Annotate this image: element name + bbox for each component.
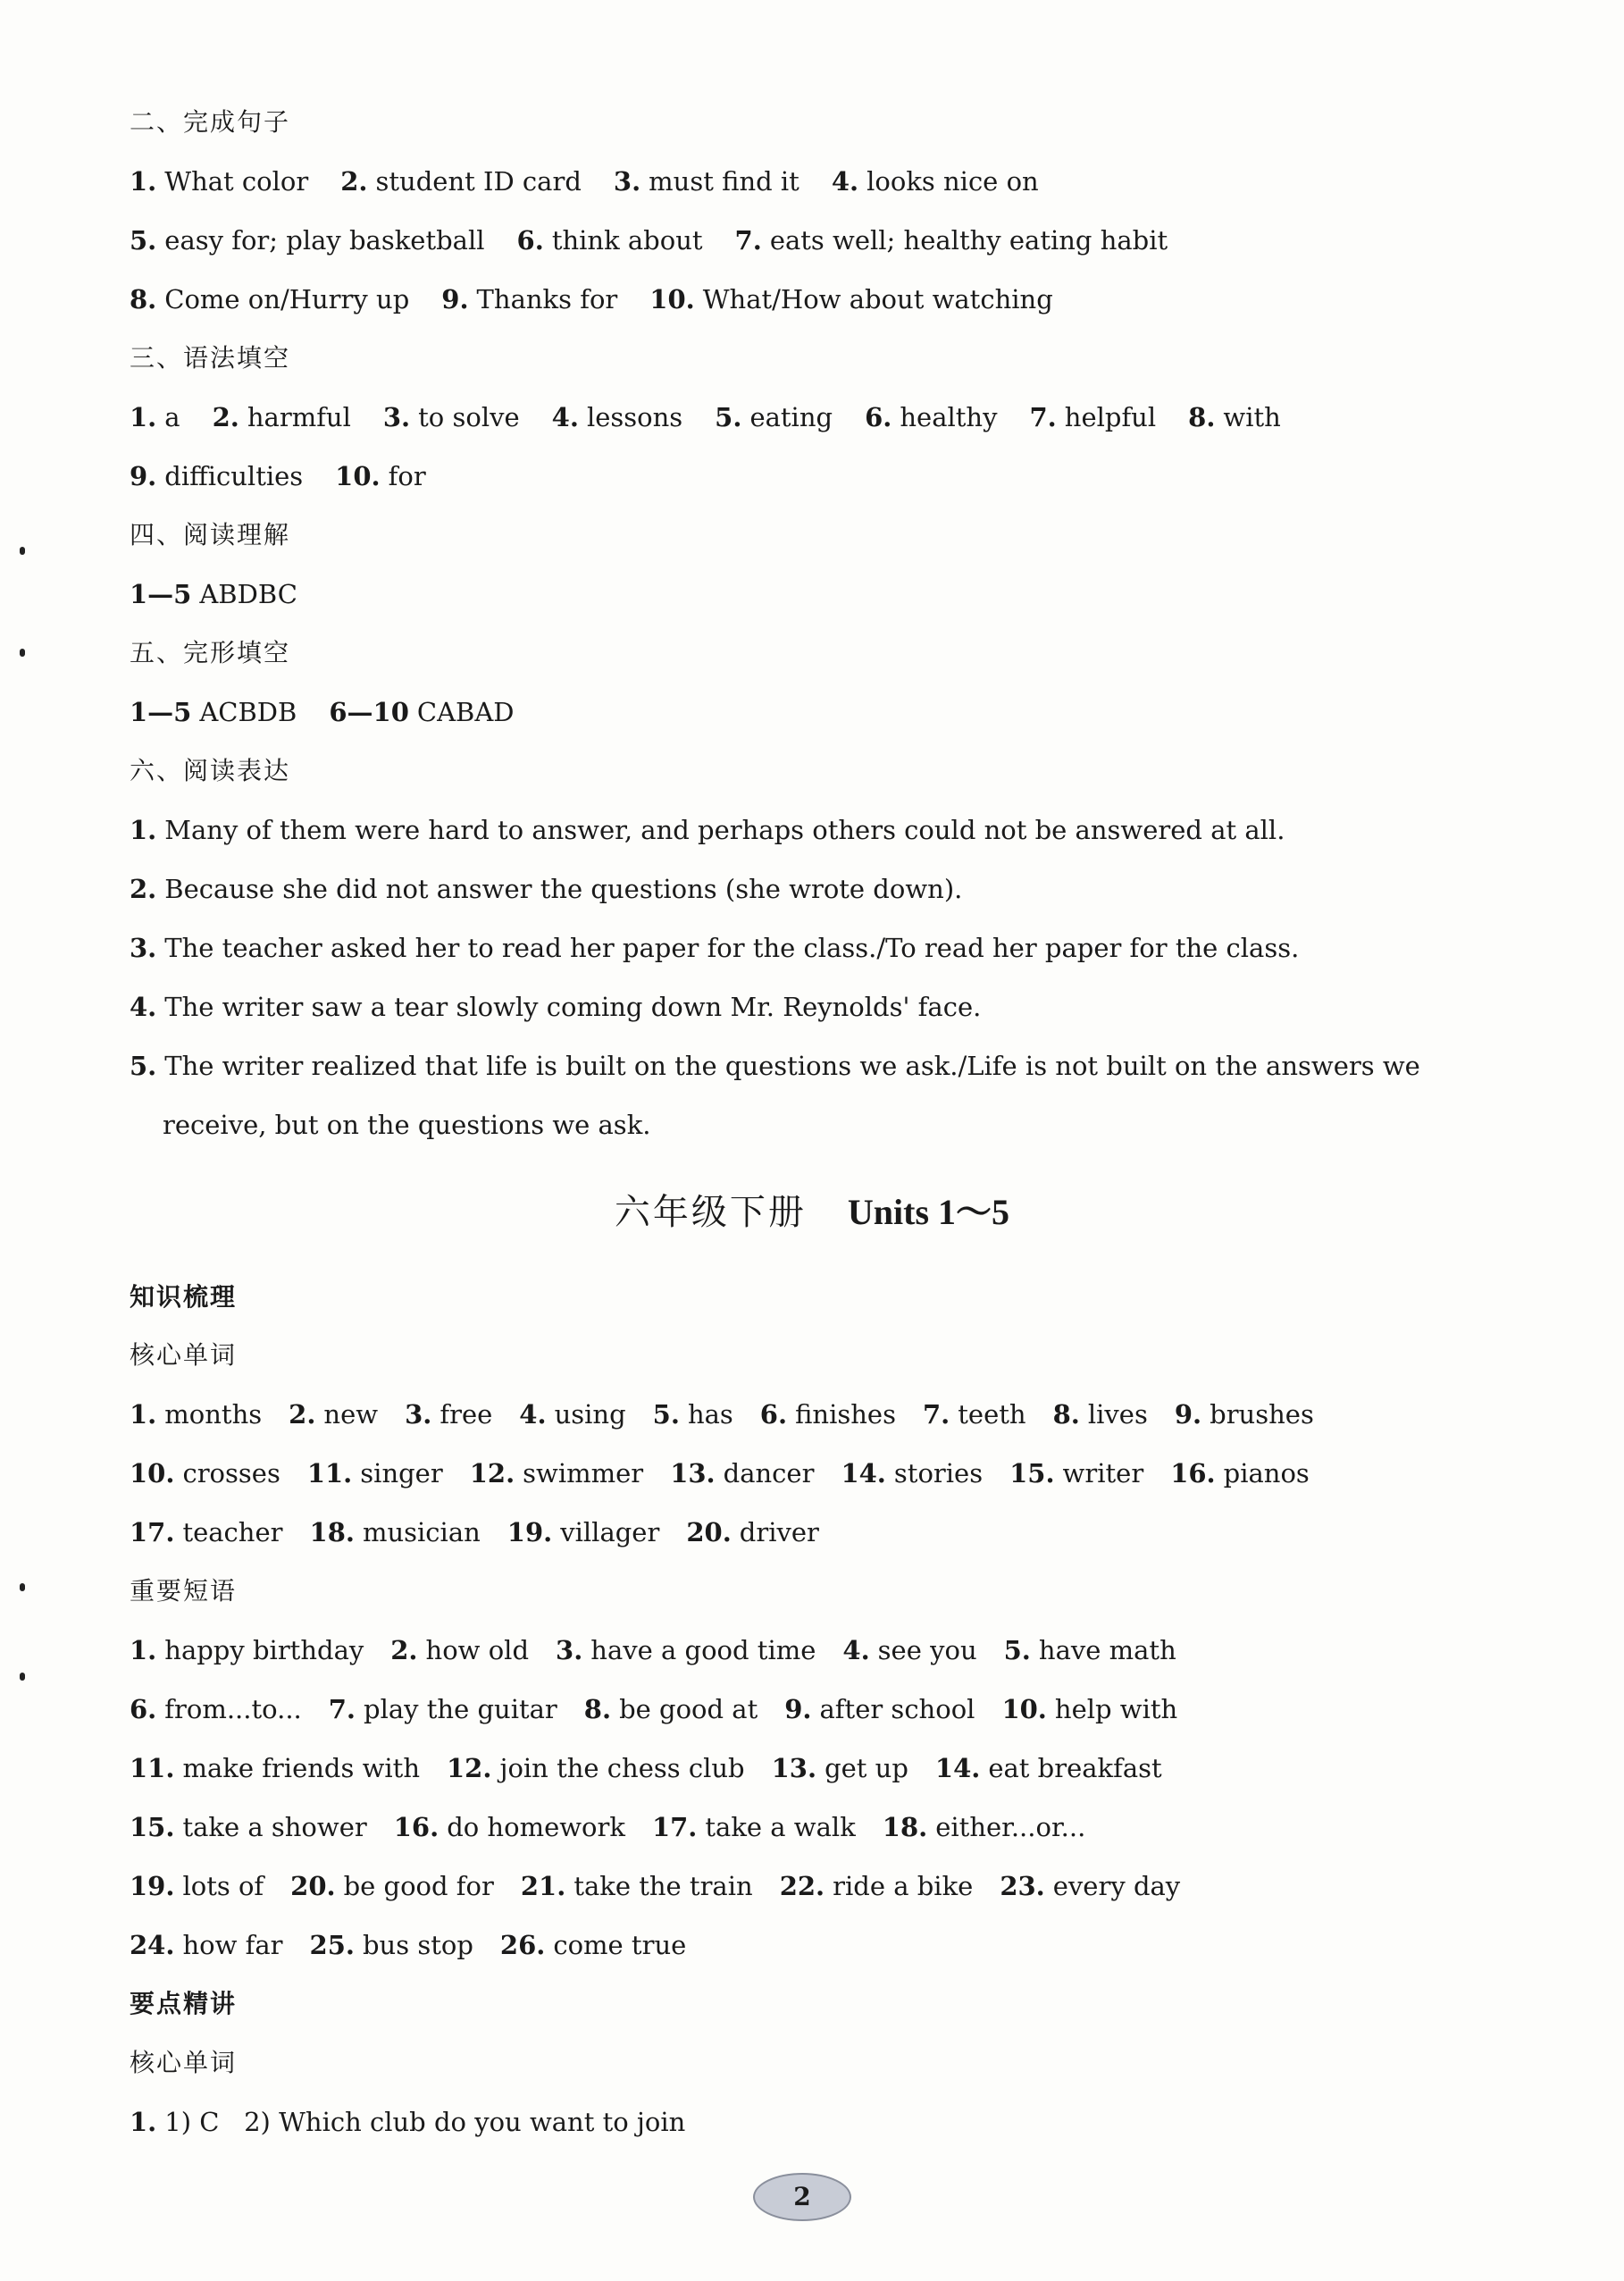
item-number: 11. bbox=[306, 1458, 353, 1489]
item-text: dancer bbox=[723, 1458, 815, 1489]
item-number: 21. bbox=[520, 1871, 566, 1901]
item-text: after school bbox=[819, 1694, 975, 1724]
item-text: pianos bbox=[1223, 1458, 1310, 1489]
item-text: months bbox=[164, 1399, 263, 1430]
answer-item bbox=[289, 1396, 378, 1432]
item-number: 7. bbox=[922, 1399, 950, 1430]
item-text: easy for; play basketball bbox=[164, 225, 485, 256]
answer-item bbox=[1170, 1455, 1310, 1491]
answer-item bbox=[883, 1809, 1086, 1845]
item-text: teeth bbox=[958, 1399, 1026, 1430]
answer-item bbox=[447, 1750, 745, 1786]
item-text: stories bbox=[893, 1458, 984, 1489]
answer-item bbox=[130, 1632, 364, 1668]
item-number: 7. bbox=[734, 225, 762, 256]
item-range: 1—5 bbox=[130, 579, 192, 609]
item-text: The teacher asked her to read her paper for the class./To read her paper for the class. bbox=[164, 933, 1300, 963]
item-number: 13. bbox=[771, 1753, 817, 1783]
item-number: 17. bbox=[130, 1517, 175, 1547]
answer-row bbox=[130, 281, 1505, 317]
item-text: must find it bbox=[649, 166, 799, 197]
answer-item bbox=[130, 1455, 280, 1491]
answer-item bbox=[130, 222, 485, 258]
answer-item bbox=[841, 1455, 983, 1491]
answer-item bbox=[130, 1927, 283, 1963]
subsection-title-knowledge: 知识梳理 bbox=[130, 1282, 238, 1312]
item-number: 4. bbox=[551, 402, 579, 432]
answer-item bbox=[519, 1396, 625, 1432]
item-text: helpful bbox=[1064, 402, 1157, 432]
item-text: come true bbox=[553, 1930, 687, 1960]
item-number: 16. bbox=[1170, 1458, 1216, 1489]
item-text: be good at bbox=[619, 1694, 758, 1724]
item-number: 16. bbox=[393, 1812, 439, 1842]
section-title-reading: 四、阅读理解 bbox=[130, 520, 291, 549]
answer-row bbox=[130, 222, 1505, 258]
item-text: writer bbox=[1062, 1458, 1144, 1489]
subsection-title-core-words: 核心单词 bbox=[130, 1340, 238, 1370]
unit-title-cn: 六年级下册 bbox=[614, 1192, 807, 1233]
item-number: 1. bbox=[130, 815, 157, 845]
item-text: make friends with bbox=[182, 1753, 420, 1783]
answer-item bbox=[715, 399, 833, 435]
unit-title-en: Units 1～5 bbox=[847, 1192, 1010, 1232]
item-number: 14. bbox=[934, 1753, 981, 1783]
answer-item bbox=[865, 399, 997, 435]
item-number: 3. bbox=[130, 933, 157, 963]
subsection-title-key-core-words: 核心单词 bbox=[130, 2048, 238, 2077]
item-number: 9. bbox=[1174, 1399, 1202, 1430]
item-number: 3. bbox=[382, 402, 411, 432]
answer-item bbox=[784, 1691, 975, 1727]
answer-item bbox=[307, 1455, 443, 1491]
item-number: 20. bbox=[290, 1871, 336, 1901]
margin-dot bbox=[20, 649, 25, 657]
answer-item bbox=[614, 164, 799, 199]
item-text: free bbox=[439, 1399, 493, 1430]
item-text: singer bbox=[360, 1458, 443, 1489]
item-number: 8. bbox=[130, 284, 157, 314]
item-text: eats well; healthy eating habit bbox=[769, 225, 1168, 256]
item-number: 9. bbox=[784, 1694, 812, 1724]
item-text: eating bbox=[749, 402, 833, 432]
item-text: finishes bbox=[795, 1399, 896, 1430]
item-text: take a shower bbox=[182, 1812, 367, 1842]
item-text: think about bbox=[551, 225, 703, 256]
answer-item bbox=[310, 1514, 481, 1550]
answer-item bbox=[521, 1868, 753, 1904]
answer-item bbox=[329, 1691, 557, 1727]
item-text: take the train bbox=[573, 1871, 753, 1901]
answer-item bbox=[405, 1396, 492, 1432]
answer-item bbox=[470, 1455, 643, 1491]
answer-item bbox=[1000, 1868, 1180, 1904]
page-number-badge: 2 bbox=[753, 2173, 851, 2221]
item-text: What/How about watching bbox=[702, 284, 1053, 314]
item-number: 2. bbox=[390, 1635, 418, 1665]
answer-item bbox=[290, 1868, 494, 1904]
section-title-complete-sentences: 二、完成句子 bbox=[130, 107, 291, 137]
item-number: 1. bbox=[130, 1635, 157, 1665]
answer-item bbox=[556, 1632, 816, 1668]
item-number: 5. bbox=[715, 402, 742, 432]
item-text: brushes bbox=[1210, 1399, 1314, 1430]
answer-item bbox=[653, 1396, 733, 1432]
item-text: healthy bbox=[900, 402, 998, 432]
answer-item bbox=[130, 1868, 264, 1904]
item-number: 19. bbox=[506, 1517, 553, 1547]
answer-row bbox=[130, 1927, 1505, 1963]
item-number: 8. bbox=[1052, 1399, 1080, 1430]
item-number: 10. bbox=[130, 1458, 175, 1489]
item-number: 9. bbox=[441, 284, 469, 314]
item-number: 5. bbox=[1003, 1635, 1031, 1665]
answer-item bbox=[552, 399, 683, 435]
item-text: be good for bbox=[343, 1871, 494, 1901]
answer-item bbox=[842, 1632, 976, 1668]
item-text: eat breakfast bbox=[988, 1753, 1162, 1783]
answer-item bbox=[507, 1514, 660, 1550]
answer-item bbox=[1175, 1396, 1314, 1432]
item-text: with bbox=[1223, 402, 1281, 432]
item-text: swimmer bbox=[523, 1458, 644, 1489]
answer-item bbox=[1029, 399, 1156, 435]
item-text: has bbox=[687, 1399, 733, 1430]
item-number: 12. bbox=[469, 1458, 515, 1489]
answer-item bbox=[652, 1809, 856, 1845]
answer-item bbox=[584, 1691, 758, 1727]
answer-item bbox=[130, 1809, 367, 1845]
answer-item bbox=[935, 1750, 1162, 1786]
item-number: 10. bbox=[335, 461, 381, 491]
item-number: 3. bbox=[556, 1635, 583, 1665]
answer-item bbox=[130, 399, 180, 435]
item-number: 3. bbox=[613, 166, 641, 197]
item-number: 20. bbox=[686, 1517, 732, 1547]
answer-item bbox=[1188, 399, 1281, 435]
item-number: 5. bbox=[130, 225, 157, 256]
answer-item bbox=[780, 1868, 974, 1904]
item-number: 18. bbox=[882, 1812, 928, 1842]
item-text: driver bbox=[739, 1517, 819, 1547]
margin-dot bbox=[20, 547, 25, 555]
answer-item bbox=[310, 1927, 473, 1963]
item-text: how far bbox=[182, 1930, 283, 1960]
answer-item bbox=[735, 222, 1168, 258]
item-text: Because she did not answer the questions (she wrote down). bbox=[164, 874, 963, 904]
item-number: 6. bbox=[759, 1399, 788, 1430]
item-number: 12. bbox=[447, 1753, 492, 1783]
item-number: 10. bbox=[1001, 1694, 1047, 1724]
item-range: 1—5 bbox=[130, 697, 192, 727]
item-text: student ID card bbox=[375, 166, 582, 197]
item-text: happy birthday bbox=[164, 1635, 364, 1665]
item-text: take a walk bbox=[705, 1812, 856, 1842]
item-number: 2. bbox=[212, 402, 239, 432]
answer-row bbox=[130, 164, 1505, 199]
answer-item bbox=[130, 1750, 420, 1786]
answer-item bbox=[383, 399, 520, 435]
answer-row bbox=[130, 2104, 1505, 2140]
item-number: 6. bbox=[516, 225, 544, 256]
item-number: 18. bbox=[309, 1517, 355, 1547]
answer-item bbox=[130, 1396, 262, 1432]
item-text: CABAD bbox=[416, 697, 515, 727]
answer-item bbox=[394, 1809, 625, 1845]
item-text: Come on/Hurry up bbox=[164, 284, 410, 314]
item-number: 7. bbox=[1029, 402, 1057, 432]
answer-item bbox=[760, 1396, 896, 1432]
item-number: 19. bbox=[130, 1871, 175, 1901]
answer-row bbox=[130, 1048, 1505, 1084]
answer-row bbox=[130, 989, 1505, 1025]
answer-row bbox=[130, 694, 1505, 730]
item-text: have a good time bbox=[590, 1635, 816, 1665]
answer-row bbox=[130, 1514, 1505, 1550]
item-number: 15. bbox=[1009, 1458, 1055, 1489]
answer-row bbox=[130, 1455, 1505, 1491]
item-text: play the guitar bbox=[364, 1694, 557, 1724]
item-number: 5. bbox=[130, 1051, 157, 1081]
item-text: new bbox=[323, 1399, 379, 1430]
answer-row bbox=[130, 399, 1505, 435]
item-text: harmful bbox=[247, 402, 351, 432]
answer-item bbox=[686, 1514, 819, 1550]
answer-row bbox=[130, 871, 1505, 907]
answer-row bbox=[130, 1691, 1505, 1727]
item-text: bus stop bbox=[362, 1930, 473, 1960]
item-number: 4. bbox=[130, 992, 157, 1022]
answer-row bbox=[130, 812, 1505, 848]
item-text: using bbox=[554, 1399, 626, 1430]
item-text: crosses bbox=[182, 1458, 280, 1489]
item-text: help with bbox=[1054, 1694, 1178, 1724]
item-text: do homework bbox=[447, 1812, 625, 1842]
answer-item bbox=[213, 399, 351, 435]
answer-item bbox=[390, 1632, 529, 1668]
item-number: 8. bbox=[583, 1694, 612, 1724]
item-number: 9. bbox=[130, 461, 157, 491]
item-text: musician bbox=[362, 1517, 481, 1547]
item-text: have math bbox=[1038, 1635, 1176, 1665]
item-number: 23. bbox=[1000, 1871, 1045, 1901]
item-number: 4. bbox=[842, 1635, 870, 1665]
margin-dot bbox=[20, 1583, 25, 1591]
answer-item bbox=[1009, 1455, 1143, 1491]
item-text: from...to... bbox=[164, 1694, 302, 1724]
item-number: 10. bbox=[649, 284, 695, 314]
item-text: a bbox=[164, 402, 180, 432]
item-text: either...or... bbox=[935, 1812, 1086, 1842]
item-number: 2. bbox=[289, 1399, 316, 1430]
item-text: Many of them were hard to answer, and perhaps others could not be answered at all. bbox=[164, 815, 1285, 845]
answer-row bbox=[130, 1396, 1505, 1432]
answer-row bbox=[130, 576, 1505, 612]
subsection-title-key-points: 要点精讲 bbox=[130, 1989, 238, 2018]
answer-item bbox=[130, 458, 303, 494]
item-text: get up bbox=[825, 1753, 908, 1783]
answer-row bbox=[130, 930, 1505, 966]
item-number: 1. bbox=[130, 166, 157, 197]
item-text: ride a bike bbox=[833, 1871, 974, 1901]
answer-row bbox=[130, 1809, 1505, 1845]
item-number: 8. bbox=[1188, 402, 1216, 432]
item-text: looks nice on bbox=[866, 166, 1039, 197]
answer-item bbox=[500, 1927, 686, 1963]
item-number: 24. bbox=[130, 1930, 175, 1960]
item-text: lots of bbox=[182, 1871, 264, 1901]
item-text: for bbox=[388, 461, 426, 491]
item-number: 17. bbox=[651, 1812, 698, 1842]
answer-row-continued: receive, but on the questions we ask. bbox=[163, 1110, 651, 1140]
answer-item bbox=[329, 694, 514, 730]
item-text: Thanks for bbox=[476, 284, 618, 314]
item-text: ACBDB bbox=[199, 697, 297, 727]
item-text: join the chess club bbox=[499, 1753, 745, 1783]
answer-item bbox=[1004, 1632, 1176, 1668]
item-number: 7. bbox=[328, 1694, 356, 1724]
item-number: 3. bbox=[405, 1399, 432, 1430]
item-text: The writer realized that life is built on the questions we ask./Life is not built on the answers we bbox=[164, 1051, 1420, 1081]
answer-item bbox=[649, 281, 1053, 317]
item-text: every day bbox=[1052, 1871, 1181, 1901]
answer-item bbox=[130, 694, 297, 730]
item-number: 1. bbox=[130, 402, 157, 432]
answer-item bbox=[1001, 1691, 1177, 1727]
item-text: teacher bbox=[182, 1517, 283, 1547]
item-number: 2. bbox=[130, 874, 157, 904]
item-text: What color bbox=[164, 166, 309, 197]
item-number: 22. bbox=[779, 1871, 825, 1901]
item-text: lives bbox=[1087, 1399, 1148, 1430]
item-number: 1. bbox=[130, 2107, 157, 2137]
answer-item bbox=[441, 281, 617, 317]
section-title-cloze: 五、完形填空 bbox=[130, 638, 291, 667]
answer-item bbox=[130, 1691, 302, 1727]
item-number: 6. bbox=[130, 1694, 157, 1724]
item-number: 5. bbox=[652, 1399, 680, 1430]
item-text: to solve bbox=[418, 402, 520, 432]
answer-item bbox=[772, 1750, 908, 1786]
item-text: The writer saw a tear slowly coming down Mr. Reynolds' face. bbox=[164, 992, 982, 1022]
item-number: 14. bbox=[841, 1458, 886, 1489]
answer-item bbox=[923, 1396, 1026, 1432]
item-number: 15. bbox=[130, 1812, 175, 1842]
answer-item bbox=[340, 164, 582, 199]
answer-item bbox=[832, 164, 1039, 199]
item-number: 13. bbox=[670, 1458, 716, 1489]
unit-title bbox=[0, 1190, 1624, 1235]
answer-item bbox=[670, 1455, 814, 1491]
item-text: 1) C 2) Which club do you want to join bbox=[164, 2107, 686, 2137]
item-text: see you bbox=[877, 1635, 977, 1665]
item-number: 11. bbox=[130, 1753, 175, 1783]
item-text: lessons bbox=[586, 402, 683, 432]
answer-item bbox=[1053, 1396, 1148, 1432]
item-number: 4. bbox=[831, 166, 859, 197]
answer-row bbox=[130, 1750, 1505, 1786]
section-title-grammar-fill: 三、语法填空 bbox=[130, 343, 291, 373]
item-number: 25. bbox=[309, 1930, 355, 1960]
item-number: 4. bbox=[519, 1399, 547, 1430]
section-title-reading-expression: 六、阅读表达 bbox=[130, 756, 291, 785]
item-number: 6. bbox=[865, 402, 892, 432]
answer-item bbox=[130, 1514, 283, 1550]
item-number: 1. bbox=[130, 1399, 157, 1430]
margin-dot bbox=[20, 1673, 25, 1681]
item-number: 26. bbox=[499, 1930, 546, 1960]
item-text: difficulties bbox=[164, 461, 304, 491]
answer-item bbox=[130, 281, 409, 317]
item-text: how old bbox=[425, 1635, 530, 1665]
item-number: 2. bbox=[340, 166, 368, 197]
item-text: ABDBC bbox=[199, 579, 297, 609]
answer-row bbox=[130, 458, 1505, 494]
item-text: villager bbox=[560, 1517, 660, 1547]
subsection-title-phrases: 重要短语 bbox=[130, 1576, 238, 1606]
answer-row bbox=[130, 1868, 1505, 1904]
answer-item bbox=[517, 222, 703, 258]
answer-row bbox=[130, 1632, 1505, 1668]
item-range: 6—10 bbox=[329, 697, 409, 727]
answer-item bbox=[130, 164, 308, 199]
answer-item bbox=[335, 458, 426, 494]
